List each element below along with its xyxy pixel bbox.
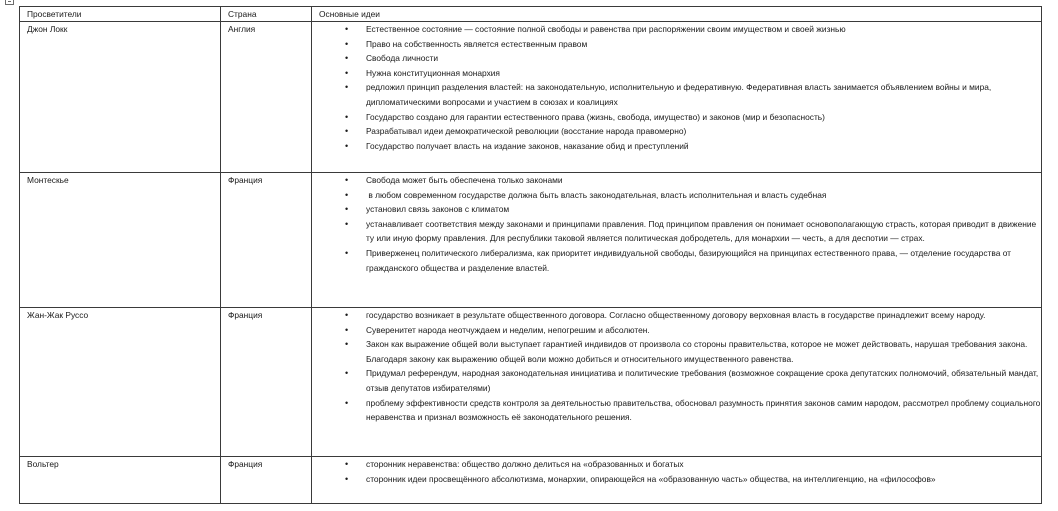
bullet-icon: • — [345, 38, 349, 49]
idea-item: • устанавливает соответствия между законами и принципами правления. Под принципом правления он понимает основополагающую страсть, которая приводит в движение ту или иную форму правления. Для республики таковой является политическая добродетель, для монархии — честь, а для деспотии — страх. — [345, 218, 1037, 244]
bullet-icon: • — [345, 324, 349, 335]
ideas-list — [319, 308, 1041, 425]
table-row — [20, 22, 1042, 173]
idea-item: • редложил принцип разделения властей: на законодательную, исполнительную и федеративную. Федеративная власть занимается объявлением войны и мира, дипломатическими вопросами и участием в союзах и коалициях — [345, 82, 992, 107]
header-main-ideas: Основные идеи — [312, 7, 1042, 22]
enlighteners-table — [19, 6, 1042, 504]
enlightener-country: Англия — [221, 22, 312, 173]
idea-item: • Свобода личности — [366, 51, 1041, 66]
bullet-icon: • — [345, 310, 349, 320]
table-row — [20, 308, 1042, 457]
idea-item: • Государство получает власть на издание законов, наказание обид и преступлений — [366, 139, 1041, 154]
bullet-icon: • — [345, 204, 349, 215]
bullet-icon: • — [345, 53, 349, 64]
bullet-icon: • — [345, 189, 349, 200]
bullet-icon: • — [345, 339, 349, 350]
idea-item: • Свобода может быть обеспечена только законами — [366, 173, 1041, 188]
idea-item: • установил связь законов с климатом — [366, 202, 1041, 217]
bullet-icon: • — [345, 397, 349, 408]
header-country: Страна — [221, 7, 312, 22]
idea-item: • Разрабатывал идеи демократической революции (восстание народа правомерно) — [366, 124, 1041, 139]
enlightener-country: Франция — [221, 308, 312, 457]
ideas-list — [319, 22, 1041, 153]
enlightener-name: Джон Локк — [20, 22, 221, 173]
enlightener-country: Франция — [221, 457, 312, 504]
enlightener-name: Жан-Жак Руссо — [20, 308, 221, 457]
ideas-cell — [312, 308, 1042, 457]
idea-item: • сторонник неравенства: общество должно делиться на «образованных и богатых — [366, 457, 1041, 472]
idea-item: • Суверенитет народа неотчуждаем и неделим, непогрешим и абсолютен. — [366, 323, 1041, 338]
bullet-icon: • — [345, 67, 349, 78]
ideas-cell — [312, 457, 1042, 504]
bullet-icon: • — [345, 175, 349, 185]
bullet-icon: • — [345, 82, 349, 93]
bullet-icon: • — [345, 111, 349, 122]
idea-item: • Государство создано для гарантии естественного права (жизнь, свобода, имущество) и законов (мир и безопасность) — [366, 110, 1041, 125]
header-row — [20, 7, 1042, 22]
bullet-icon: • — [345, 473, 349, 484]
idea-item: • государство возникает в результате общественного договора. Согласно общественному договору верховная власть в государстве принадлежит всему народу. — [366, 308, 1041, 323]
enlightener-name: Монтескье — [20, 173, 221, 308]
table-row — [20, 457, 1042, 504]
ideas-cell — [312, 22, 1042, 173]
bullet-icon: • — [345, 247, 349, 258]
idea-item: • сторонник идеи просвещённого абсолютизма, монархии, опирающейся на «образованную часть» общества, на интеллигенцию, на «философов» — [366, 472, 1041, 487]
idea-item: • Право на собственность является естественным правом — [366, 37, 1041, 52]
enlightener-country: Франция — [221, 173, 312, 308]
bullet-icon: • — [345, 218, 349, 229]
ideas-list — [319, 457, 1041, 486]
ideas-cell — [312, 173, 1042, 308]
idea-item: • проблему эффективности средств контроля за деятельностью правительства, обосновал разумность принятия законов самим народом, рассмотрел проблему социального неравенства и признал возможность её законодательного решения. — [345, 397, 1041, 423]
idea-item: • Придумал референдум, народная законодательная инициатива и политические требования (возможное сокращение срока депутатских полномочий, обязательный мандат, отзыв депутатов избирателями) — [345, 368, 1039, 393]
header-enlighteners: Просветители — [20, 7, 221, 22]
table-anchor-icon[interactable] — [5, 0, 14, 5]
bullet-icon: • — [345, 24, 349, 34]
idea-item: • Приверженец политического либерализма, как приоритет индивидуальной свободы, базирующийся на принципах естественного права, — отделение государства от гражданского общества и разделение властей. — [345, 247, 1012, 273]
bullet-icon: • — [345, 126, 349, 137]
bullet-icon: • — [345, 140, 349, 151]
idea-item: • в любом современном государстве должна быть власть законодательная, власть исполнительная и власть судебная — [366, 188, 1041, 203]
table-row — [20, 173, 1042, 308]
idea-item: • Закон как выражение общей воли выступает гарантией индивидов от произвола со стороны правительства, которое не может действовать, нарушая требования закона. Благодаря закону как выражению общей воли можно добиться и относительного имущественного равенства. — [345, 339, 1028, 364]
idea-item: • Естественное состояние — состояние полной свободы и равенства при распоряжении своим имуществом и своей жизнью — [366, 22, 1041, 37]
enlightener-name: Вольтер — [20, 457, 221, 504]
bullet-icon: • — [345, 368, 349, 379]
bullet-icon: • — [345, 459, 349, 469]
idea-item: • Нужна конституционная монархия — [366, 66, 1041, 81]
ideas-list — [319, 173, 1041, 275]
